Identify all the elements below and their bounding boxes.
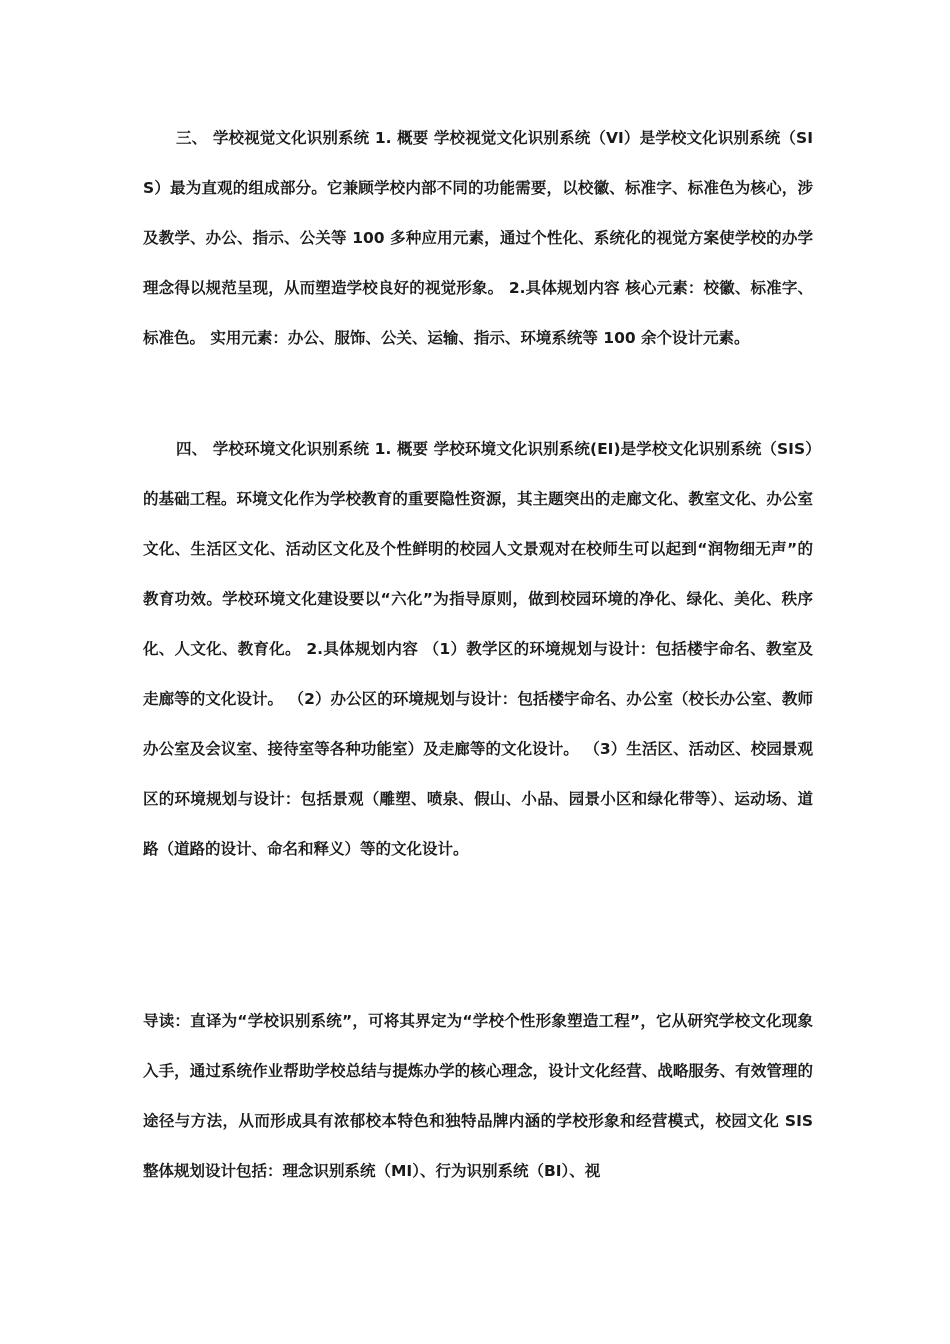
paragraph-vi-system: 三、 学校视觉文化识别系统 1. 概要 学校视觉文化识别系统（VI）是学校文化识别系统（SIS）最为直观的组成部分。它兼顾学校内部不同的功能需要，以校徽、标准字、标准色为核心，涉及教学、办公、指示、公关等 100 多种应用元素，通过个性化、系统化的视觉方案使学校的办学理念得以规范呈现，从而塑造学校良好的视觉形象。 2.具体规划内容 核心元素：校徽、标准字、标准色。 实用元素：办公、服饰、公关、运输、指示、环境系统等 100 余个设计元素。 (143, 129, 813, 347)
paragraph-introduction: 导读：直译为“学校识别系统”，可将其界定为“学校个性形象塑造工程”，它从研究学校文化现象入手，通过系统作业帮助学校总结与提炼办学的核心理念，设计文化经营、战略服务、有效管理的途径与方法，从而形成具有浓郁校本特色和独特品牌内涵的学校形象和经营模式，校园文化 SIS 整体规划设计包括：理念识别系统（MI）、行为识别系统（BI）、视 (143, 1012, 813, 1180)
paragraph-ei-system: 四、 学校环境文化识别系统 1. 概要 学校环境文化识别系统(EI)是学校文化识别系统（SIS）的基础工程。环境文化作为学校教育的重要隐性资源，其主题突出的走廊文化、教室文化、办公室文化、生活区文化、活动区文化及个性鲜明的校园人文景观对在校师生可以起到“润物细无声”的教育功效。学校环境文化建设要以“六化”为指导原则，做到校园环境的净化、绿化、美化、秩序化、人文化、教育化。 2.具体规划内容 （1）教学区的环境规划与设计：包括楼宇命名、教室及走廊等的文化设计。 （2）办公区的环境规划与设计：包括楼宇命名、办公室（校长办公室、教师办公室及会议室、接待室等各种功能室）及走廊等的文化设计。 （3）生活区、活动区、校园景观区的环境规划与设计：包括景观（雕塑、喷泉、假山、小品、园景小区和绿化带等）、运动场、道路（道路的设计、命名和释义）等的文化设计。 (143, 440, 813, 858)
